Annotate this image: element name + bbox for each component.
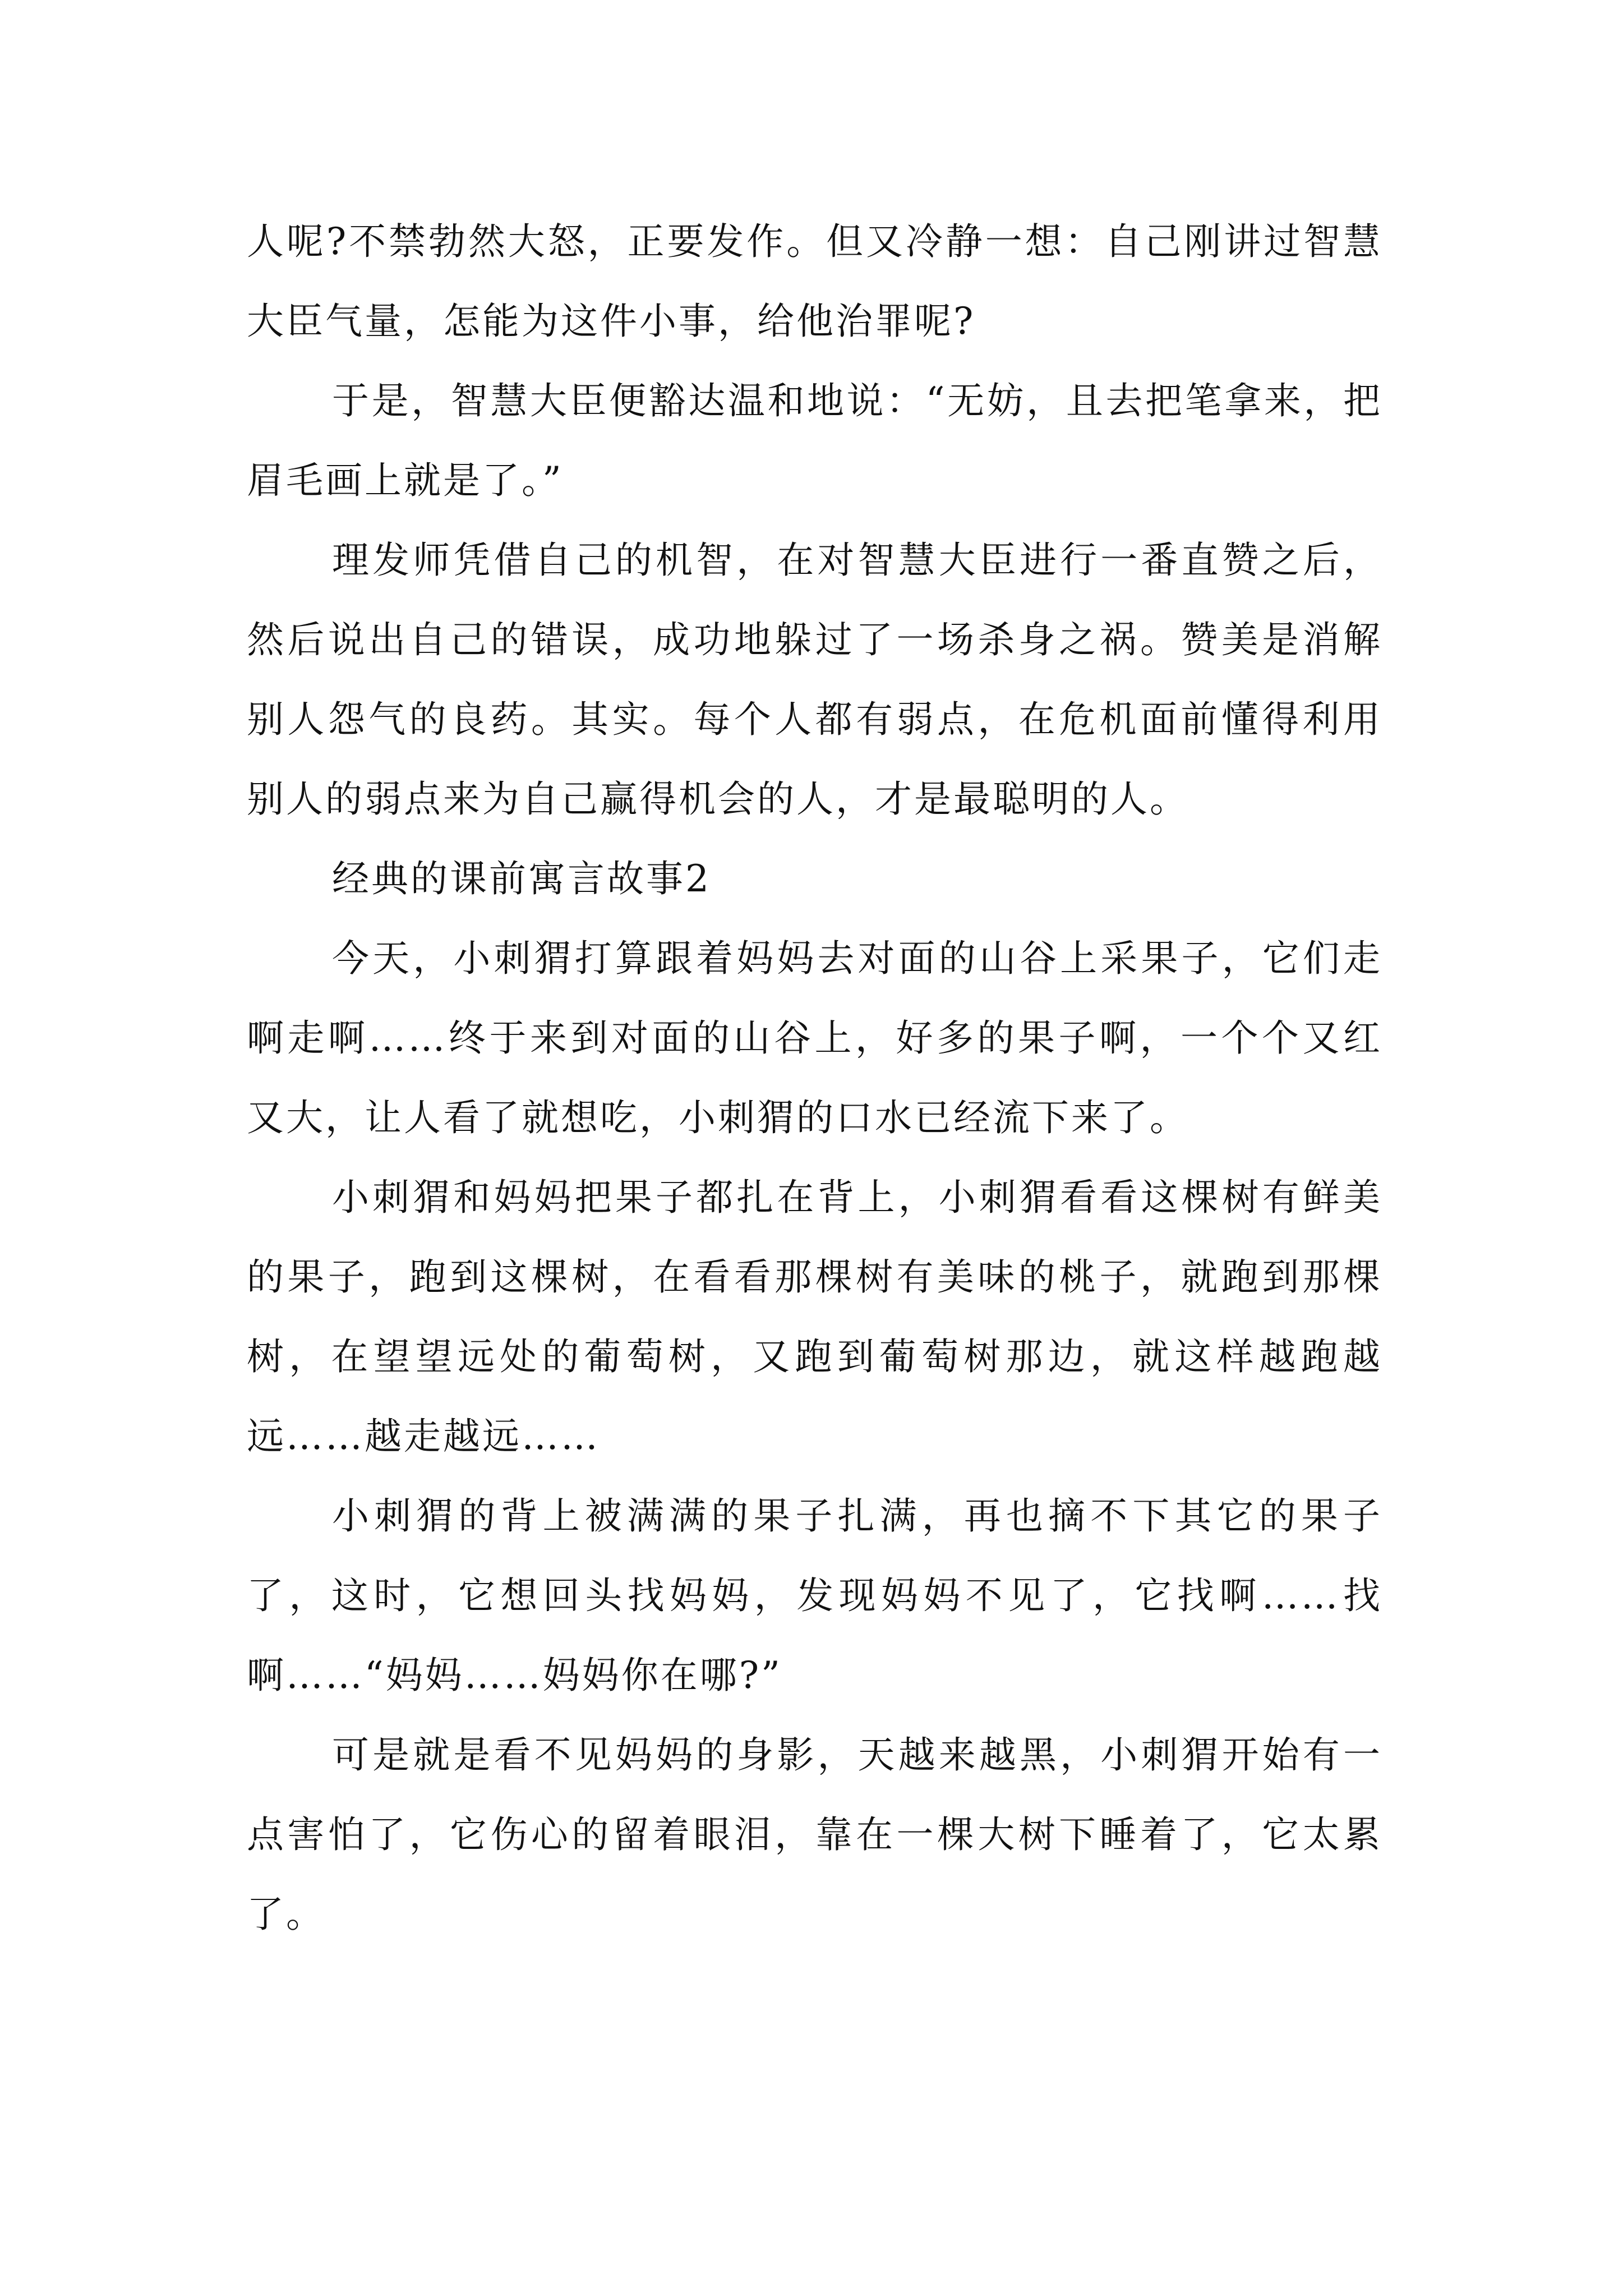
section-heading: 经典的课前寓言故事2 [332,857,711,900]
paragraph-hedgehog-trees: 小刺猬和妈妈把果子都扎在背上，小刺猬看看这棵树有鲜美的果子，跑到这棵树，在看看那棵树有美味的桃子，就跑到那棵树，在望望远处的葡萄树，又跑到葡萄树那边，就这样越跑越远……越走越远…… [247,1176,1382,1458]
paragraph-hedgehog-sleep: 可是就是看不见妈妈的身影，天越来越黑，小刺猬开始有一点害怕了，它伤心的留着眼泪，靠在一棵大树下睡着了，它太累了。 [247,1733,1382,1936]
paragraph-moral: 理发师凭借自己的机智，在对智慧大臣进行一番直赞之后，然后说出自己的错误，成功地躲过了一场杀身之祸。赞美是消解别人怨气的良药。其实。每个人都有弱点，在危机面前懂得利用别人的弱点来为自己赢得机会的人，才是最聪明的人。 [247,539,1382,821]
paragraph-minister-reply: 于是，智慧大臣便豁达温和地说：“无妨，且去把笔拿来，把眉毛画上就是了。” [247,379,1382,502]
paragraph-hedgehog-intro: 今天，小刺猬打算跟着妈妈去对面的山谷上采果子，它们走啊走啊……终于来到对面的山谷上，好多的果子啊，一个个又红又大，让人看了就想吃，小刺猬的口水已经流下来了。 [247,937,1382,1139]
paragraph-hedgehog-lost: 小刺猬的背上被满满的果子扎满，再也摘不下其它的果子了，这时，它想回头找妈妈，发现妈妈不见了，它找啊……找啊……“妈妈……妈妈你在哪?” [247,1494,1382,1697]
document-body [247,202,1382,1954]
paragraph-continuation: 人呢?不禁勃然大怒，正要发作。但又冷静一想：自己刚讲过智慧大臣气量，怎能为这件小事，给他治罪呢? [247,220,1382,343]
